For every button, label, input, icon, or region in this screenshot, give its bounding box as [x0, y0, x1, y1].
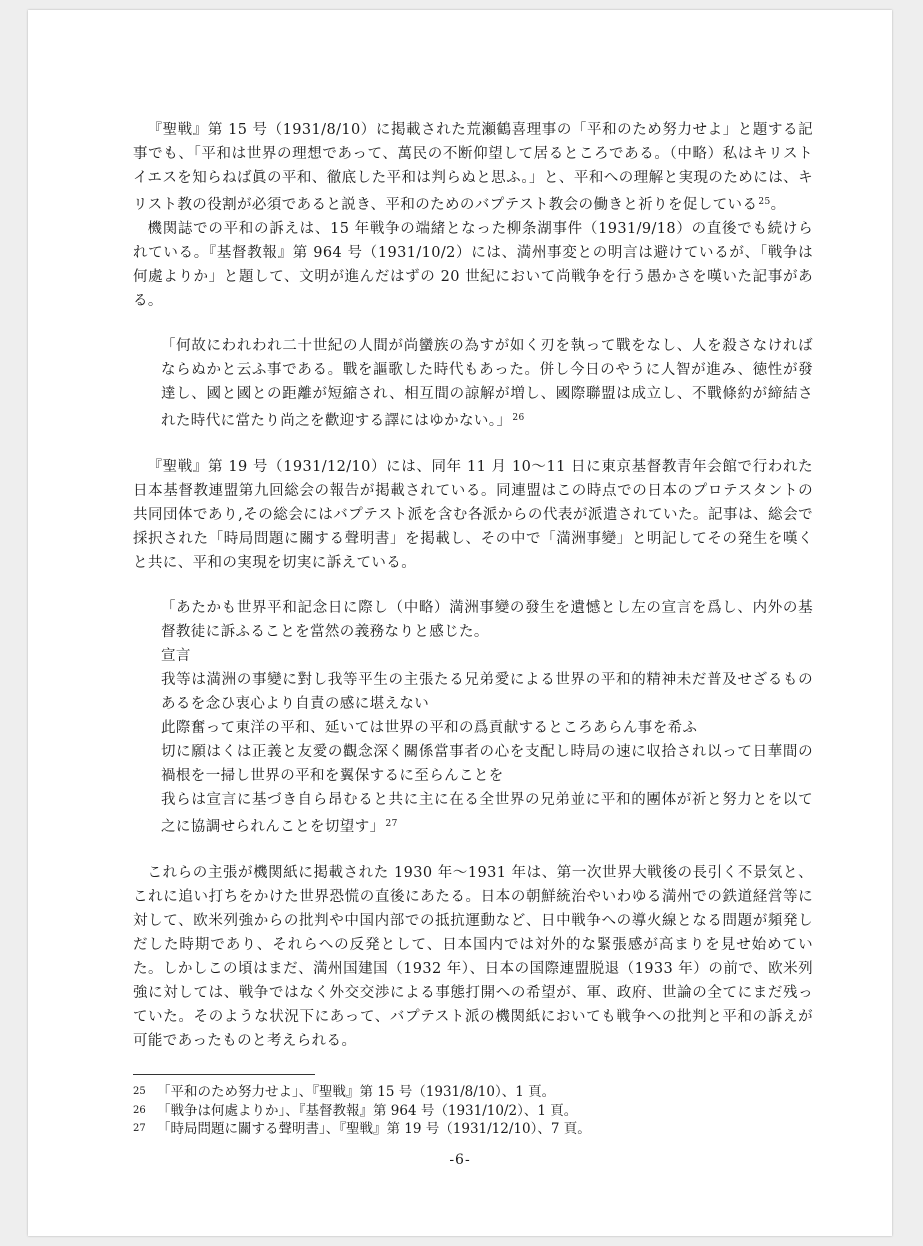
footnote-text: 「時局問題に關する聲明書」、『聖戦』第 19 号（1931/12/10）、7 頁。	[157, 1121, 591, 1137]
footnotes	[133, 1083, 813, 1139]
quote-2-line	[161, 788, 813, 839]
body-text	[133, 118, 813, 1053]
footnote-ref-27: 27	[385, 819, 398, 829]
footnote-number: 26	[133, 1104, 146, 1116]
footnote-number: 25	[133, 1086, 146, 1097]
quote-2-line: 切に願はくは正義と友愛の觀念深く關係當事者の心を支配し時局の速に収拾され以って日華間の禍根を一掃し世界の平和を翼保するに至らんことを	[161, 744, 813, 784]
footnote-divider	[133, 1074, 315, 1075]
footnote-number: 27	[133, 1123, 146, 1134]
quote-2-line: 宣言	[161, 648, 191, 664]
page-number: -6-	[449, 1152, 471, 1168]
paragraph-3: 『聖戦』第 19 号（1931/12/10）には、同年 11 月 10〜11 日に東京基督教青年会館で行われた日本基督教連盟第九回総会の報告が掲載されている。同連盟はこの時点での日本のプロテスタントの共同団体であり,その総会にはバプテスト派を含む各派からの代表が派遣されていた。記事は、総会で採択された「時局問題に關する聲明書」を掲載し、その中で「満洲事變」と明記してその発生を嘆くと共に、平和の実現を切実に訴えている。	[133, 459, 813, 571]
footnote-text: 「戦争は何處よりか」、『基督教報』第 964 号（1931/10/2）、1 頁。	[157, 1102, 578, 1119]
footnote-ref-26: 26	[512, 413, 525, 423]
quote-2-line: 「あたかも世界平和記念日に際し（中略）満洲事變の發生を遺憾とし左の宣言を爲し、内外の基督教徒に訴ふることを當然の義務なりと感じた。	[161, 600, 813, 640]
quote-1-text: 「何故にわれわれ二十世紀の人間が尚蠻族の為すが如く刃を執って戰をなし、人を殺さなければならぬかと云ふ事である。戰を謳歌した時代もあった。併し今日のやうに人智が進み、徳性が發達し、國と國との距離が短縮され、相互間の諒解が増し、國際聯盟は成立し、不戰條約が締結された時代に當たり尚之を歡迎する譯にはゆかない。」	[161, 338, 813, 429]
paragraph-4: これらの主張が機関紙に掲載された 1930 年〜1931 年は、第一次世界大戦後の長引く不景気と、これに追い打ちをかけた世界恐慌の直後にあたる。日本の朝鮮統治やいわゆる満州での鉄道経営等に対して、欧米列強からの批判や中国内部での抵抗運動など、日中戦争への導火線となる問題が頻発しだした時期であり、それらへの反発として、日本国内では対外的な緊張感が高まりを見せ始めていた。しかしこの頃はまだ、満州国建国（1932 年）、日本の国際連盟脱退（1933 年）の前で、欧米列強に対しては、戦争ではなく外交交渉による事態打開への希望が、軍、政府、世論の全てにまだ残っていた。そのような状況下にあって、バプテスト派の機関紙においても戦争への批判と平和の訴えが可能であったものと考えられる。	[133, 865, 813, 1049]
paragraph-1-tail: 。	[770, 197, 786, 213]
footnote-text: 「平和のため努力せよ」、『聖戦』第 15 号（1931/8/10）、1 頁。	[157, 1084, 556, 1100]
footnote	[133, 1120, 813, 1139]
quote-1-line	[161, 334, 813, 433]
quote-2-line: 此際奮って東洋の平和、延いては世界の平和の爲貢献するところあらん事を希ふ	[161, 720, 698, 736]
block-quote-2	[161, 596, 813, 839]
quote-2-last-text: 我らは宣言に基づき自ら昂むると共に主に在る全世界の兄弟並に平和的團体が祈と努力とを以て之に協調せられんことを切望す」	[161, 792, 813, 835]
footnote	[133, 1102, 813, 1121]
block-quote-1	[161, 334, 813, 433]
footnote-ref-25: 25	[758, 197, 771, 207]
footnote	[133, 1083, 813, 1102]
paragraph-2: 機関誌での平和の訴えは、15 年戦争の端緒となった柳条湖事件（1931/9/18）の直後でも続けられている。『基督教報』第 964 号（1931/10/2）には、満州事変との明言は避けているが、「戦争は何處よりか」と題して、文明が進んだはずの 20 世紀において尚戦争を行う愚かさを嘆いた記事がある。	[133, 221, 813, 309]
paragraph-1-text: 『聖戦』第 15 号（1931/8/10）に掲載された荒瀬鶴喜理事の「平和のため努力せよ」と題する記事でも、「平和は世界の理想であって、萬民の不断仰望して居るところである。（中略）私はキリストイエスを知らねば眞の平和、徹底した平和は判らぬと思ふ。」と、平和への理解と実現のためには、キリスト教の役割が必須であると説き、平和のためのバプテスト教会の働きと祈りを促している	[133, 122, 813, 213]
paragraph-1	[133, 118, 813, 217]
quote-2-line: 我等は満洲の事變に對し我等平生の主張たる兄弟愛による世界の平和的精神未だ普及せざるものあるを念ひ衷心より自責の感に堪えない	[161, 672, 813, 712]
document-page	[28, 10, 892, 1236]
